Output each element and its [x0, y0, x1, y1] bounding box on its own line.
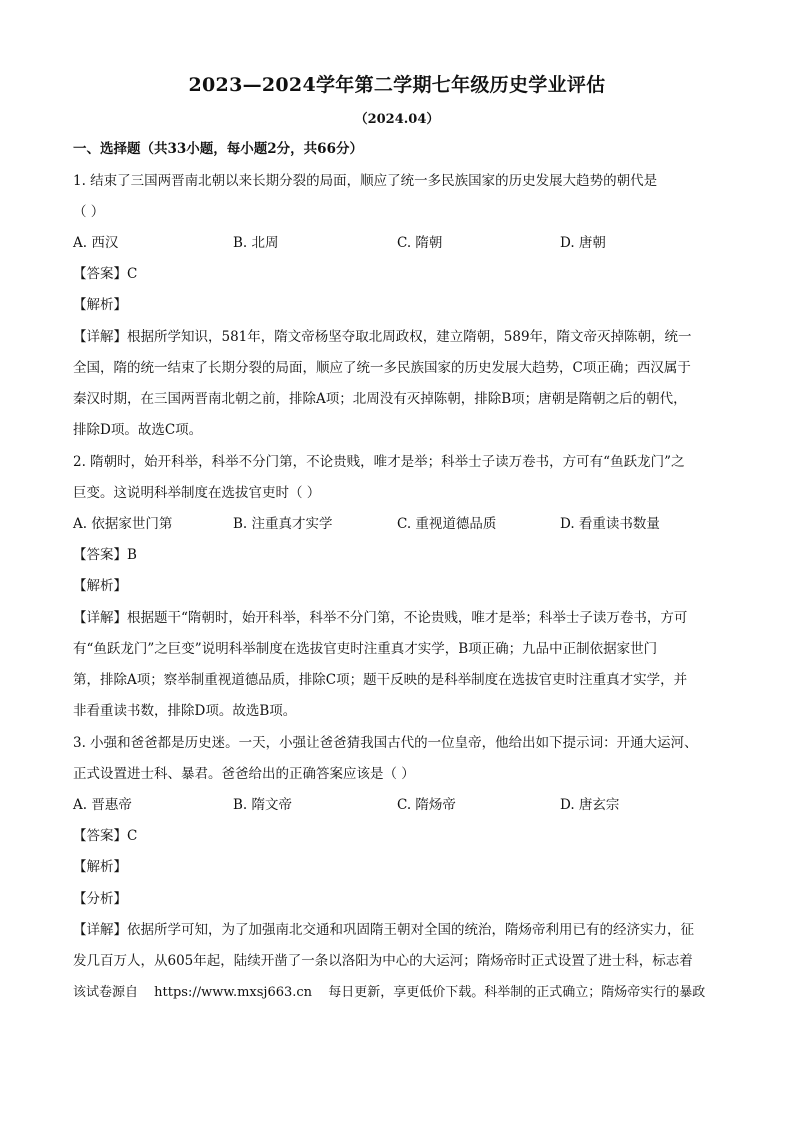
q3-analysis-label: 【解析】 [73, 859, 127, 875]
q3-option-b: B. 隋文帝 [233, 797, 293, 813]
q1-analysis-label: 【解析】 [73, 297, 127, 313]
q3-stem-line-1: 3. 小强和爸爸都是历史迷。一天，小强让爸爸猜我国古代的一位皇帝，他给出如下提示词：开通大运河、 [73, 735, 698, 751]
q3-option-c: C. 隋炀帝 [397, 797, 456, 813]
q2-detail-line-3: 第，排除A项；察举制重视道德品质，排除C项；题干反映的是科举制度在选拔官吏时注重真才实学，并 [73, 672, 688, 688]
q1-option-a: A. 西汉 [73, 235, 119, 251]
q3-option-a: A. 晋惠帝 [73, 797, 132, 813]
page-title: 2023—2024学年第二学期七年级历史学业评估 [188, 74, 606, 96]
footer-prefix: 该试卷源自 [73, 985, 139, 1000]
q3-detail-line-2: 发几百万人，从605年起，陆续开凿了一条以洛阳为中心的大运河；隋炀帝时正式设置了进士科，标志着 [73, 953, 693, 969]
q3-fenxi-label: 【分析】 [73, 891, 127, 907]
q1-option-d: D. 唐朝 [560, 235, 606, 251]
q2-option-d: D. 看重读书数量 [560, 516, 660, 532]
q2-answer: 【答案】B [73, 547, 137, 563]
q1-detail-line-2: 全国，隋的统一结束了长期分裂的局面，顺应了统一多民族国家的历史发展大趋势，C项正确；西汉属于 [73, 360, 691, 376]
footer-suffix: 每日更新，享更低价下载。科举制的正式确立；隋炀帝实行的暴政 [328, 985, 706, 1000]
q1-detail-line-3: 秦汉时期，在三国两晋南北朝之前，排除A项；北周没有灭掉陈朝，排除B项；唐朝是隋朝之后的朝代， [73, 391, 687, 407]
q2-analysis-label: 【解析】 [73, 578, 127, 594]
q3-stem-line-2: 正式设置进士科、暴君。爸爸给出的正确答案应该是（ ） [73, 766, 415, 782]
q3-detail-line-1: 【详解】依据所学可知，为了加强南北交通和巩固隋王朝对全国的统治，隋炀帝利用已有的经济实力，征 [73, 922, 694, 938]
q2-stem-line-1: 2. 隋朝时，始开科举，科举不分门第，不论贵贱，唯才是举；科举士子读万卷书，方可有“鱼跃龙门”之 [73, 454, 685, 470]
q1-detail-line-4: 排除D项。故选C项。 [73, 422, 203, 438]
q3-option-d: D. 唐玄宗 [560, 797, 620, 813]
q1-answer: 【答案】C [73, 266, 138, 282]
q2-stem-line-2: 巨变。这说明科举制度在选拔官吏时（ ） [73, 485, 321, 501]
q2-detail-line-2: 有“鱼跃龙门”之巨变”说明科举制度在选拔官吏时注重真才实学，B项正确；九品中正制依据家世门 [73, 641, 658, 657]
q1-option-c: C. 隋朝 [397, 235, 443, 251]
q3-answer: 【答案】C [73, 828, 138, 844]
q2-option-b: B. 注重真才实学 [233, 516, 333, 532]
exam-date: （2024.04） [354, 112, 440, 127]
q1-stem-line-2: （ ） [73, 204, 105, 220]
footer-url-link[interactable]: https://www.mxsj663.cn [154, 985, 313, 1000]
q2-option-c: C. 重视道德品质 [397, 516, 497, 532]
q2-option-a: A. 依据家世门第 [73, 516, 173, 532]
q1-option-b: B. 北周 [233, 235, 279, 251]
q2-detail-line-1: 【详解】根据题干“隋朝时，始开科举，科举不分门第，不论贵贱，唯才是举；科举士子读万卷书，方可 [73, 610, 688, 626]
q1-stem-line-1: 1. 结束了三国两晋南北朝以来长期分裂的局面，顺应了统一多民族国家的历史发展大趋势的朝代是 [73, 173, 658, 189]
q1-detail-line-1: 【详解】根据所学知识，581年，隋文帝杨坚夺取北周政权，建立隋朝，589年，隋文帝灭掉陈朝，统一 [73, 329, 692, 345]
source-footer [73, 983, 733, 1003]
q2-detail-line-4: 非看重读书数，排除D项。故选B项。 [73, 703, 297, 719]
section-heading: 一、选择题（共33小题，每小题2分，共66分） [73, 141, 363, 157]
